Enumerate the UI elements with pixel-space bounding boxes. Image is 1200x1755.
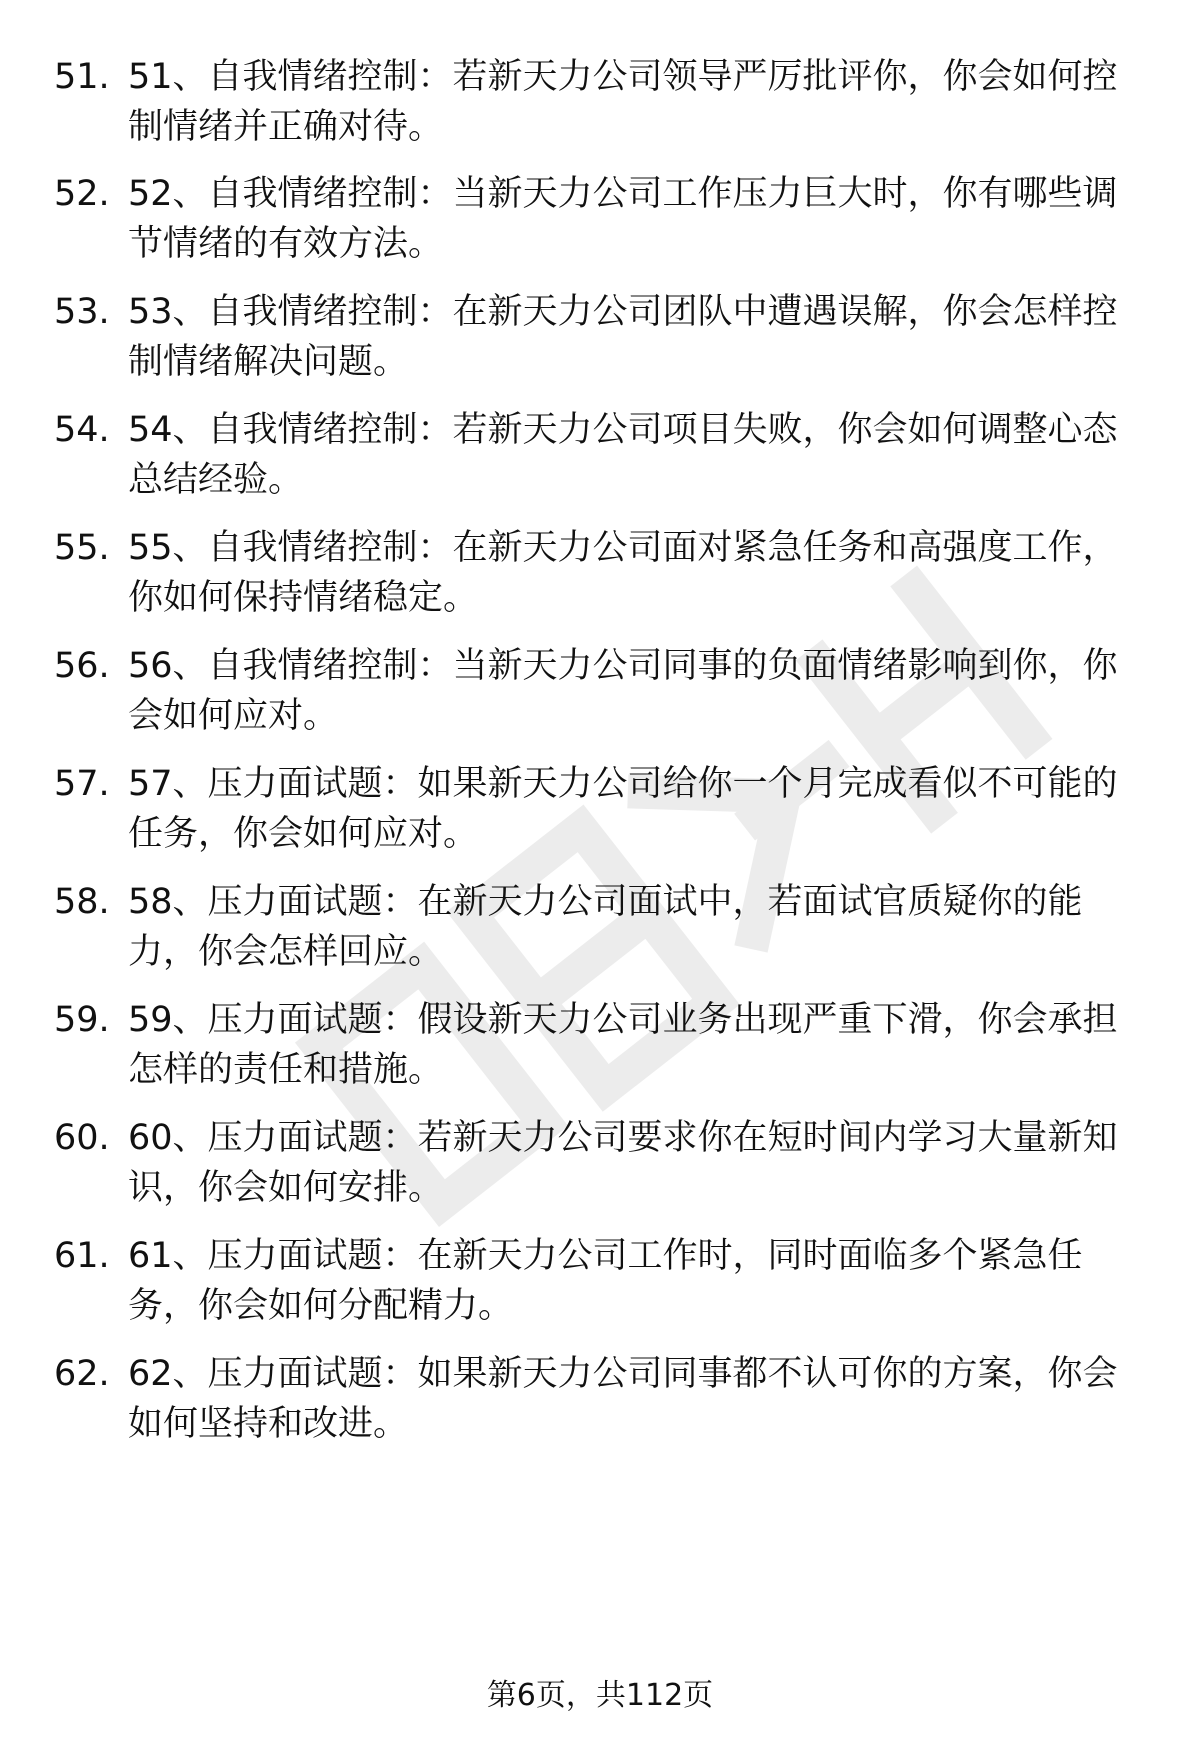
list-item [0,523,1200,633]
item-text [128,287,1148,387]
item-number: 51. [54,57,110,97]
item-text-line2: 节情绪的有效方法。 [128,224,444,264]
item-text [128,523,1148,623]
item-text [128,52,1148,152]
item-number: 60. [54,1118,110,1158]
list-item [0,169,1200,279]
item-text [128,169,1148,269]
item-text [128,641,1148,741]
item-text-line2: 总结经验。 [128,460,304,500]
item-number: 62. [54,1354,110,1394]
item-text-line1: 55、自我情绪控制：在新天力公司面对紧急任务和高强度工作， [128,528,1118,568]
item-text-line2: 务，你会如何分配精力。 [128,1286,514,1326]
item-text-line2: 任务，你会如何应对。 [128,814,479,854]
item-text-line2: 力，你会怎样回应。 [128,932,444,972]
item-text-line1: 54、自我情绪控制：若新天力公司项目失败，你会如何调整心态 [128,410,1118,450]
item-number: 53. [54,292,110,332]
item-number: 59. [54,1000,110,1040]
item-text-line1: 53、自我情绪控制：在新天力公司团队中遭遇误解，你会怎样控 [128,292,1118,332]
item-number: 56. [54,646,110,686]
item-text-line2: 怎样的责任和措施。 [128,1050,444,1090]
item-text-line1: 61、压力面试题：在新天力公司工作时，同时面临多个紧急任 [128,1236,1083,1276]
list-item [0,759,1200,869]
item-text [128,759,1148,859]
item-number: 52. [54,174,110,214]
list-item [0,52,1200,162]
item-text [128,1349,1148,1449]
item-number: 58. [54,882,110,922]
page-number: 第6页，共112页 [486,1678,714,1713]
item-text-line2: 会如何应对。 [128,696,339,736]
item-number: 55. [54,528,110,568]
list-item [0,287,1200,397]
item-text-line1: 58、压力面试题：在新天力公司面试中，若面试官质疑你的能 [128,882,1083,922]
item-text-line2: 识，你会如何安排。 [128,1168,444,1208]
list-item [0,1231,1200,1341]
list-item [0,1349,1200,1459]
list-item [0,877,1200,987]
item-text-line2: 制情绪解决问题。 [128,342,409,382]
item-number: 61. [54,1236,110,1276]
item-text [128,1231,1148,1331]
item-text [128,1113,1148,1213]
item-text-line1: 59、压力面试题：假设新天力公司业务出现严重下滑，你会承担 [128,1000,1118,1040]
list-item [0,405,1200,515]
list-item [0,995,1200,1105]
item-number: 54. [54,410,110,450]
item-text-line1: 52、自我情绪控制：当新天力公司工作压力巨大时，你有哪些调 [128,174,1118,214]
item-text-line2: 你如何保持情绪稳定。 [128,578,479,618]
list-item [0,1113,1200,1223]
item-text-line1: 60、压力面试题：若新天力公司要求你在短时间内学习大量新知 [128,1118,1118,1158]
item-text [128,405,1148,505]
item-text-line2: 如何坚持和改进。 [128,1404,409,1444]
item-text-line1: 57、压力面试题：如果新天力公司给你一个月完成看似不可能的 [128,764,1118,804]
item-text-line1: 56、自我情绪控制：当新天力公司同事的负面情绪影响到你，你 [128,646,1118,686]
item-text-line2: 制情绪并正确对待。 [128,107,444,147]
item-text-line1: 51、自我情绪控制：若新天力公司领导严厉批评你，你会如何控 [128,57,1118,97]
item-text [128,877,1148,977]
item-text-line1: 62、压力面试题：如果新天力公司同事都不认可你的方案，你会 [128,1354,1118,1394]
item-number: 57. [54,764,110,804]
list-item [0,641,1200,751]
item-text [128,995,1148,1095]
